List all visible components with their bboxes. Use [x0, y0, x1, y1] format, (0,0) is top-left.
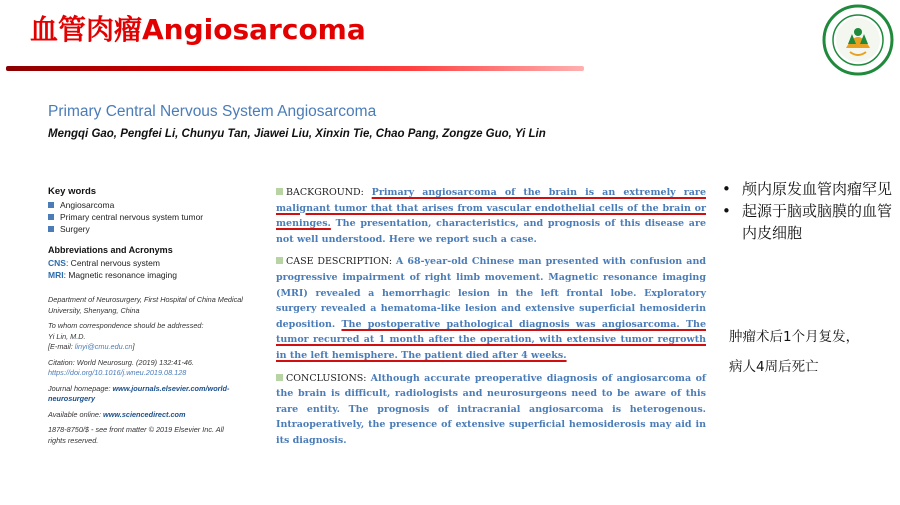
abstract-case: CASE DESCRIPTION: A 68-year-old Chinese man presented with confusion and progressive impairment of right limb movement. Magnetic resonance imaging (MRI) revealed a hemorrhagic lesion in the left frontal lobe. Exploratory surgery revealed a hematoma-like lesion and extensive superficial hemosiderin deposition. The postoperative pathological diagnosis was angiosarcoma. The tumor recurred at 1 month after the operation, with extensive tumor regrowth in the left hemisphere. The patient died after 4 weeks. [276, 256, 706, 361]
hospital-logo [822, 4, 894, 76]
abstract-conclusions: CONCLUSIONS: Although accurate preoperative diagnosis of angiosarcoma of the brain is difficult, radiologists and neurosurgeons need to be aware of this rare entity. The prognosis of intracranial angiosarcoma is heterogenous. Intraoperatively, the presence of extensive superficial hemosiderosis may aid in its diagnosis. [276, 372, 706, 446]
doi-link[interactable]: https://doi.org/10.1016/j.wneu.2019.08.128 [48, 368, 187, 377]
note-line: 肿瘤术后1个月复发， [729, 329, 860, 345]
bullet-dot-icon: • [722, 180, 731, 198]
keyword-item: Surgery [48, 223, 260, 235]
keywords-heading: Key words [48, 186, 97, 197]
abstract [276, 185, 706, 456]
keyword-item: Angiosarcoma [48, 199, 260, 211]
paper-authors: Mengqi Gao, Pengfei Li, Chunyu Tan, Jiawei Liu, Xinxin Tie, Chao Pang, Zongze Guo, Yi Lin [48, 128, 546, 140]
journal-homepage: Journal homepage: www.journals.elsevier.com/world- neurosurgery [48, 383, 230, 403]
abbreviations-heading: Abbreviations and Acronyms [48, 245, 173, 255]
bullet-dot-icon: • [722, 202, 731, 220]
email-link[interactable]: linyi@cmu.edu.cn [74, 342, 133, 351]
recurrence-note [729, 322, 899, 382]
title-underline-bar [6, 66, 584, 71]
correspondence: To whom correspondence should be addressed: Yi Lin, M.D. [E-mail: linyi@cmu.edu.cn] [48, 321, 204, 351]
section-marker-icon [276, 374, 283, 381]
slide-title: 血管肉瘤Angiosarcoma [30, 13, 366, 46]
copyright: 1878-8750/$ - see front matter © 2019 Elsevier Inc. All rights reserved. [48, 425, 224, 445]
section-marker-icon [276, 257, 283, 264]
paper-title: Primary Central Nervous System Angiosarcoma [48, 103, 377, 120]
abbreviation-item: CNS: Central nervous system [48, 258, 160, 268]
bullet-item: • 颅内原发血管肉瘤罕见 [722, 180, 893, 198]
bullet-item: • 起源于脑或脑膜的血管内皮细胞 [722, 202, 893, 242]
citation: Citation: World Neurosurg. (2019) 132:41-46. https://doi.org/10.1016/j.wneu.2019.08.128 [48, 357, 195, 377]
square-bullet-icon [48, 226, 54, 232]
section-marker-icon [276, 188, 283, 195]
affiliation: Department of Neurosurgery, First Hospital of China Medical University, Shenyang, China [48, 295, 243, 315]
notes-bullets [722, 178, 892, 244]
square-bullet-icon [48, 202, 54, 208]
sciencedirect-link[interactable]: www.sciencedirect.com [103, 409, 186, 419]
abbreviation-item: MRI: Magnetic resonance imaging [48, 270, 177, 280]
note-line: 病人4周后死亡 [729, 359, 819, 375]
abstract-background: BACKGROUND: Primary angiosarcoma of the brain is an extremely rare malignant tumor that that arises from vascular endothelial cells of the brain or meninges. The presentation, characteristics, and prognosis of this disease are not well understood. Here we report such a case. [276, 187, 706, 245]
homepage-link[interactable]: www.journals.elsevier.com/world- [112, 383, 230, 393]
article-sidebar [48, 186, 260, 446]
keyword-item: Primary central nervous system tumor [48, 211, 260, 223]
square-bullet-icon [48, 214, 54, 220]
available-online: Available online: www.sciencedirect.com [48, 409, 186, 419]
